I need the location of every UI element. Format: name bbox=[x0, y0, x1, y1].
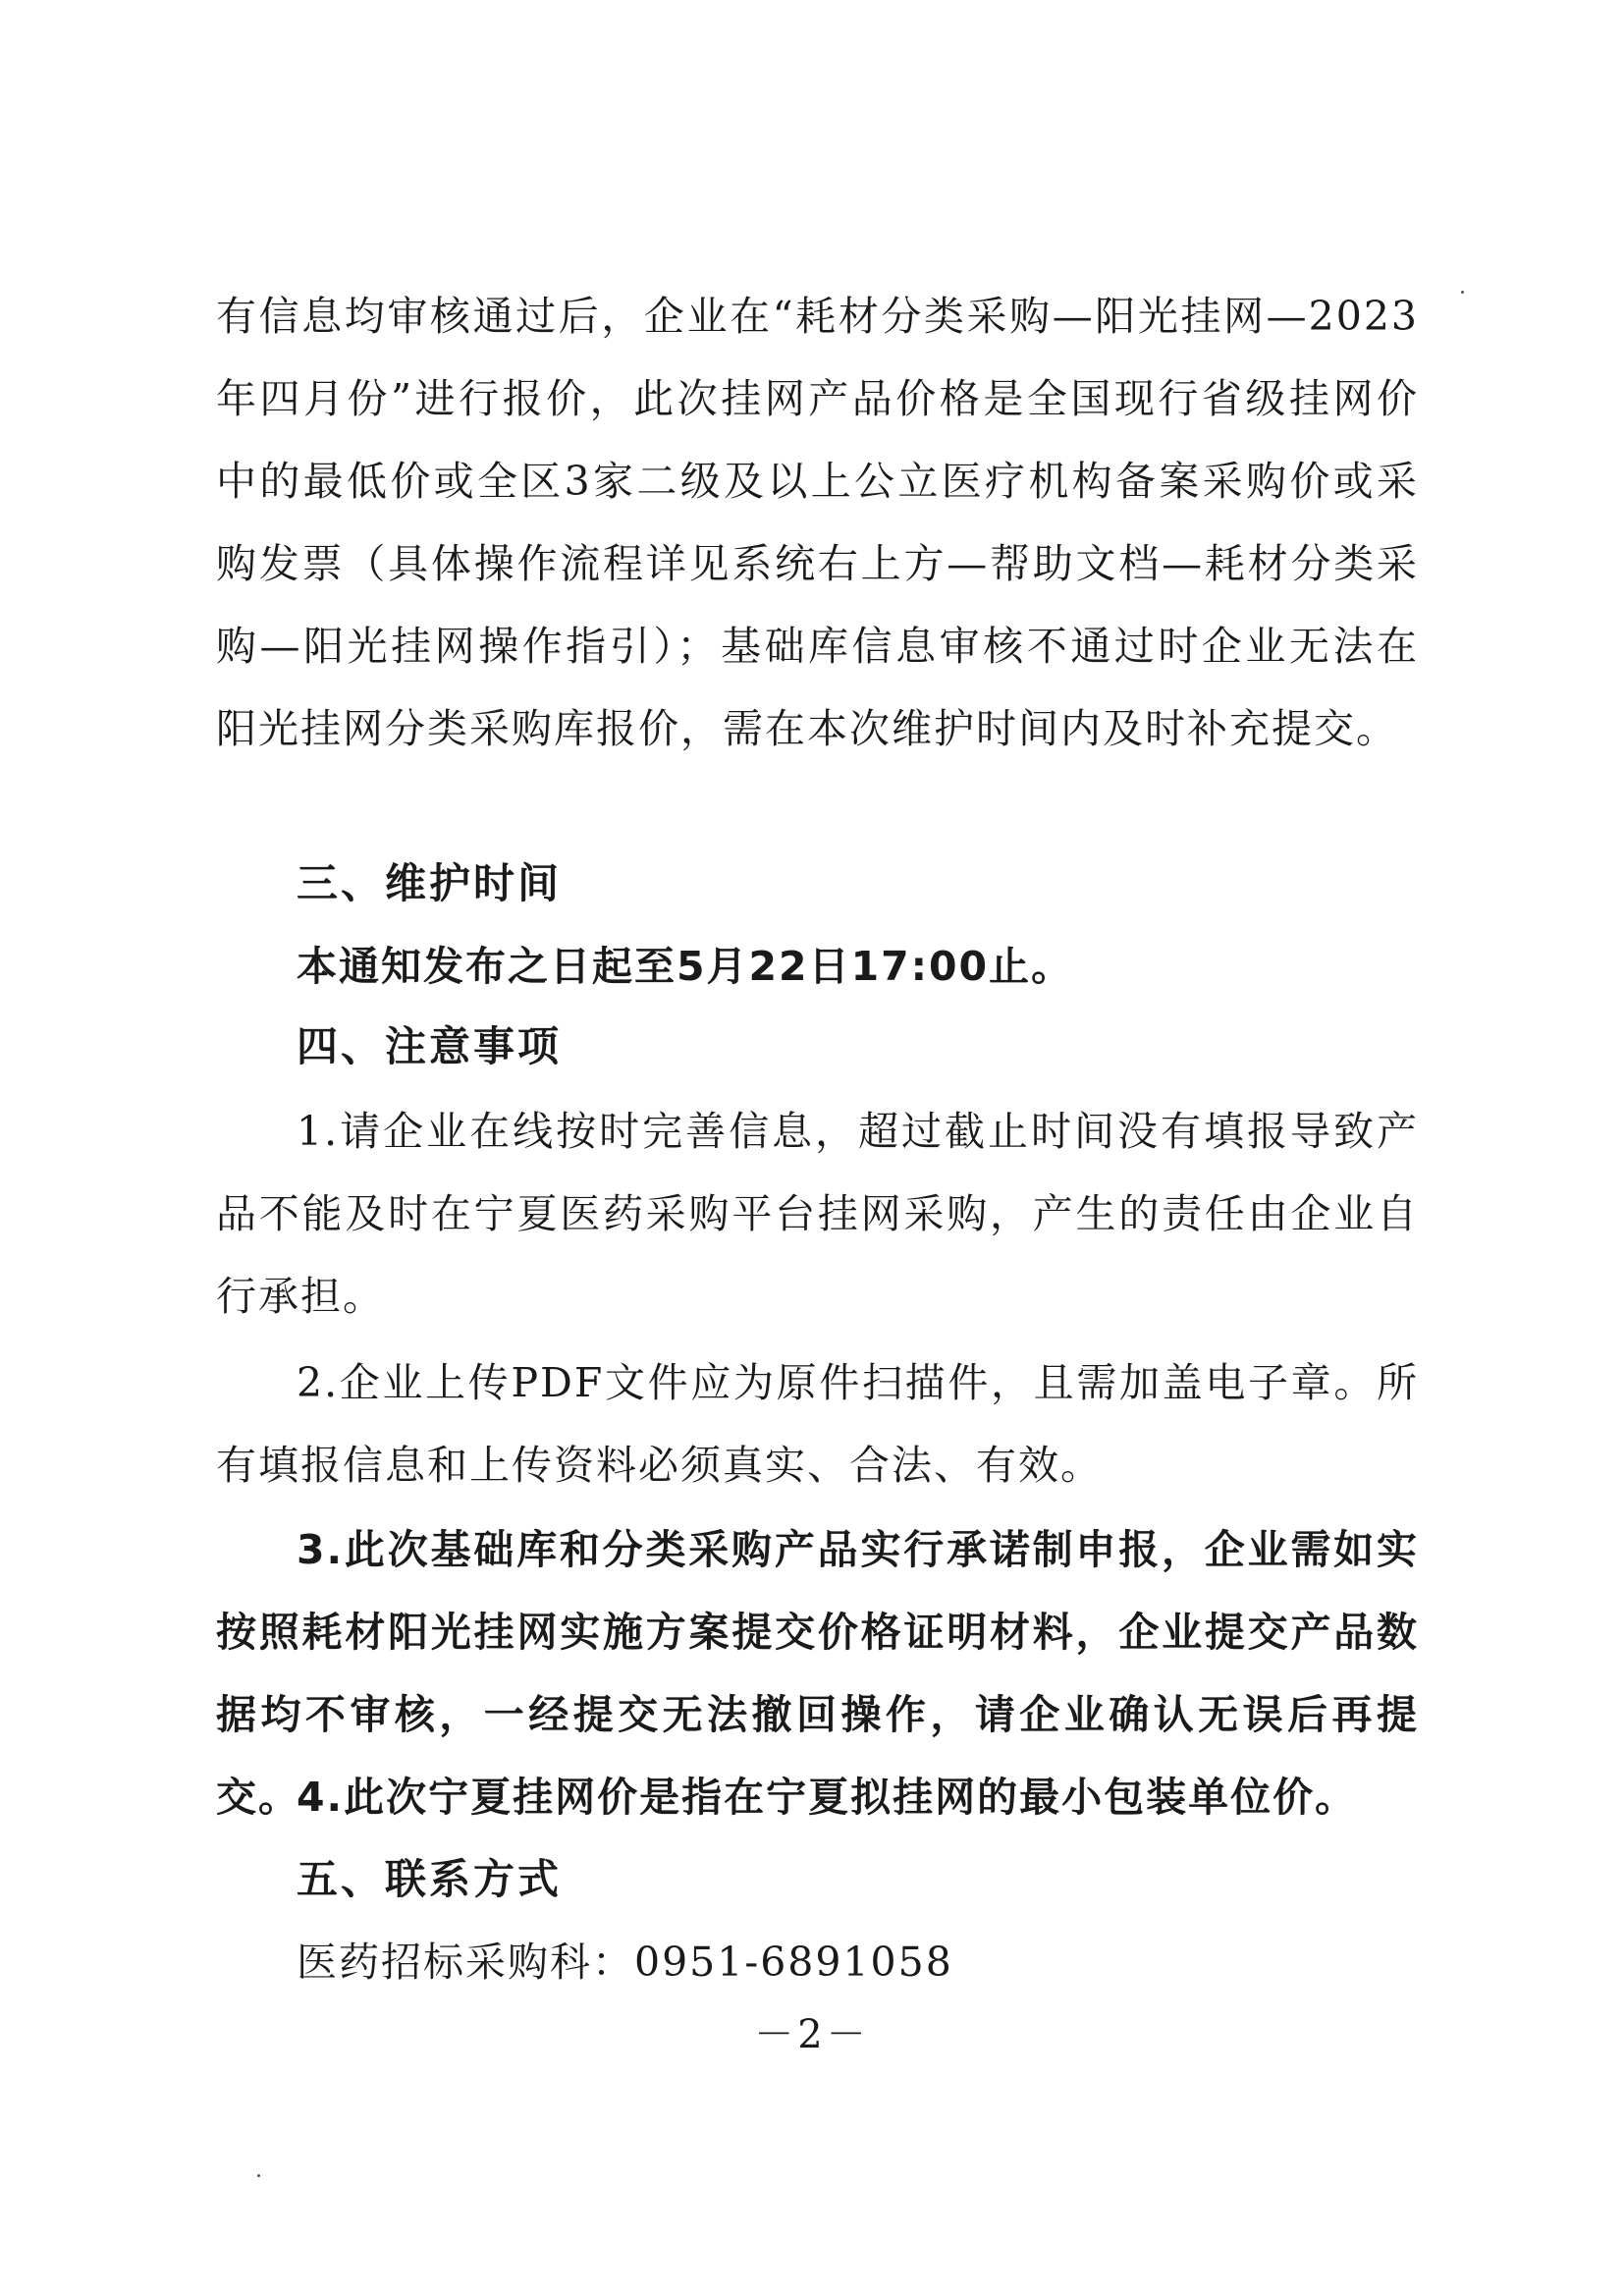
section-heading-maintenance-time: 三、维护时间 bbox=[297, 859, 563, 907]
scan-speck bbox=[1461, 291, 1464, 294]
section-heading-notes: 四、注意事项 bbox=[297, 1022, 563, 1070]
note-item-3: 3.此次基础库和分类采购产品实行承诺制申报，企业需如实按照耗材阳光挂网实施方案提交价格证明材料，企业提交产品数据均不审核，一经提交无法撤回操作，请企业确认无误后再提交。 bbox=[216, 1526, 1419, 1821]
maintenance-time-text: 本通知发布之日起至5月22日17:00止。 bbox=[297, 943, 1074, 990]
contact-info: 医药招标采购科：0951-6891058 bbox=[297, 1939, 953, 1986]
note-item-4: 4.此次宁夏挂网价是指在宁夏拟挂网的最小包装单位价。 bbox=[297, 1774, 1358, 1821]
section-heading-contact: 五、联系方式 bbox=[297, 1855, 563, 1903]
scan-speck bbox=[257, 2174, 260, 2177]
page-number: －2－ bbox=[754, 2012, 870, 2057]
paragraph-pricing-info: 有信息均审核通过后，企业在“耗材分类采购—阳光挂网—2023年四月份”进行报价，此次挂网产品价格是全国现行省级挂网价中的最低价或全区3家二级及以上公立医疗机构备案采购价或采购发票（具体操作流程详见系统右上方—帮助文档—耗材分类采购—阳光挂网操作指引）；基础库信息审核不通过时企业无法在阳光挂网分类采购库报价，需在本次维护时间内及时补充提交。 bbox=[216, 293, 1419, 752]
note-item-2: 2.企业上传PDF文件应为原件扫描件，且需加盖电子章。所有填报信息和上传资料必须真实、合法、有效。 bbox=[216, 1359, 1419, 1489]
note-item-1: 1.请企业在线按时完善信息，超过截止时间没有填报导致产品不能及时在宁夏医药采购平台挂网采购，产生的责任由企业自行承担。 bbox=[216, 1108, 1419, 1320]
